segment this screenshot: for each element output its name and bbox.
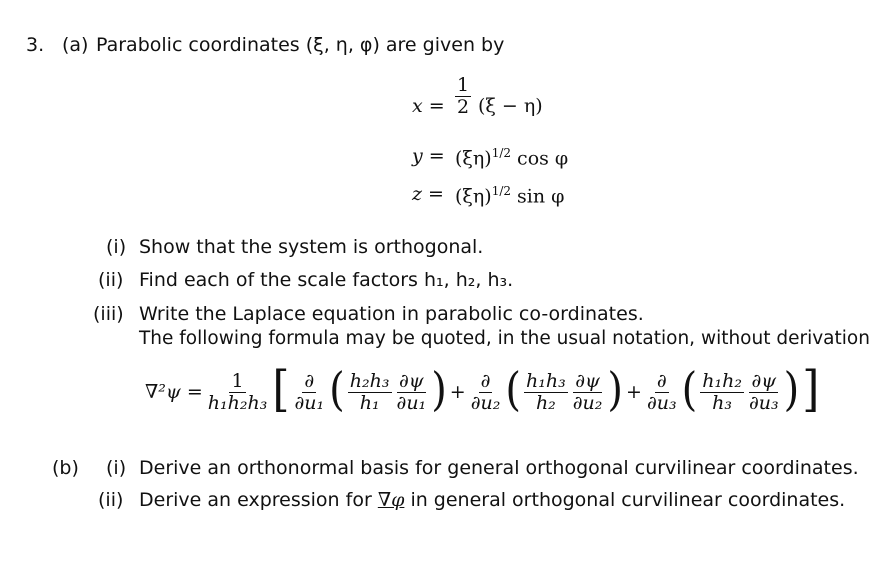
term-1-d <box>292 372 326 413</box>
term-3-p-den: ∂u₃ <box>748 392 779 414</box>
term-2-h-num: h₁h₃ <box>526 370 566 392</box>
eq-y-base: (ξη) <box>455 147 492 170</box>
eq-y-lhs: y = <box>412 145 445 167</box>
term-2-close-paren: ) <box>607 363 624 416</box>
b-item-1-label: (i) <box>106 457 127 479</box>
close-bracket: ] <box>802 360 820 417</box>
plus-1: + <box>449 381 466 403</box>
term-3-close-paren: ) <box>783 363 800 416</box>
gradient-symbol: ∇φ <box>377 489 405 511</box>
term-3-open-paren: ( <box>681 363 698 416</box>
term-1-open-paren: ( <box>329 363 345 416</box>
plus-2: + <box>626 381 642 403</box>
eq-x-den: 2 <box>457 96 470 118</box>
term-3-h <box>700 372 744 413</box>
a-item-1-label: (i) <box>106 236 127 258</box>
term-2-p-den: ∂u₂ <box>572 392 603 414</box>
prefactor-den: h₁h₂h₃ <box>207 392 268 414</box>
eq-z-base: (ξη) <box>455 185 492 208</box>
eq-z-rest: sin φ <box>517 185 565 208</box>
term-3-p <box>747 372 781 413</box>
term-3-d <box>645 372 679 413</box>
eq-z-exp: 1/2 <box>491 184 511 198</box>
laplacian-prefactor <box>206 372 270 413</box>
a-item-1-text: Show that the system is orthogonal. <box>139 236 484 258</box>
term-2-open-paren: ( <box>505 363 522 416</box>
a-item-2-label: (ii) <box>98 269 124 291</box>
formula-note: The following formula may be quoted, in the usual notation, without derivation <box>139 328 870 349</box>
eq-z-rhs <box>455 185 564 206</box>
term-1-p-num: ∂ψ <box>398 370 424 392</box>
term-3-h-den: h₃ <box>712 392 733 414</box>
term-1-d-den: ∂u₁ <box>294 392 325 414</box>
part-a-label: (a) <box>62 34 89 56</box>
term-1-h <box>348 372 392 413</box>
term-2-d <box>469 372 503 413</box>
eq-x-fraction <box>455 76 471 117</box>
laplacian-formula <box>145 360 820 417</box>
eq-y-rhs <box>455 147 568 168</box>
open-bracket: [ <box>272 360 290 417</box>
a-item-3-text: Write the Laplace equation in parabolic co-ordinates. <box>139 303 644 325</box>
term-1-close-paren: ) <box>431 363 447 416</box>
b-item-2-line <box>139 491 845 510</box>
part-b-label: (b) <box>52 457 79 479</box>
b-item-2-text-before: Derive an expression for <box>139 489 372 511</box>
eq-z-lhs: z = <box>412 183 444 205</box>
term-1-p-den: ∂u₁ <box>396 392 427 414</box>
term-3-h-num: h₁h₂ <box>702 370 742 392</box>
eq-x-num: 1 <box>457 74 470 96</box>
a-item-3-label: (iii) <box>93 303 124 325</box>
eq-x-rest: (ξ − η) <box>478 95 543 117</box>
term-2-d-num: ∂ <box>480 370 491 392</box>
term-1-d-num: ∂ <box>304 370 315 392</box>
part-a-intro: Parabolic coordinates (ξ, η, φ) are given by <box>96 34 505 56</box>
a-item-2-text: Find each of the scale factors h₁, h₂, h₃. <box>139 269 514 291</box>
prefactor-num: 1 <box>231 370 244 392</box>
term-3-p-num: ∂ψ <box>751 370 777 392</box>
laplacian-lhs: ∇²ψ = <box>145 381 203 403</box>
term-1-h-den: h₁ <box>359 392 380 414</box>
term-2-h-den: h₂ <box>535 392 556 414</box>
term-3-d-num: ∂ <box>656 370 667 392</box>
term-2-d-den: ∂u₂ <box>470 392 501 414</box>
question-number: 3. <box>26 34 45 56</box>
term-2-p-num: ∂ψ <box>575 370 600 392</box>
term-2-h <box>524 372 568 413</box>
term-2-p <box>571 372 605 413</box>
eq-y-rest: cos φ <box>517 147 569 170</box>
b-item-1-text: Derive an orthonormal basis for general orthogonal curvilinear coordinates. <box>139 457 859 479</box>
b-item-2-text-after: in general orthogonal curvilinear coordinates. <box>410 489 846 511</box>
term-1-h-num: h₂h₃ <box>349 370 390 392</box>
term-1-p <box>395 372 429 413</box>
eq-x-lhs: x = <box>412 95 445 117</box>
b-item-2-label: (ii) <box>98 489 124 511</box>
eq-y-exp: 1/2 <box>491 146 511 160</box>
term-3-d-den: ∂u₃ <box>646 392 677 414</box>
